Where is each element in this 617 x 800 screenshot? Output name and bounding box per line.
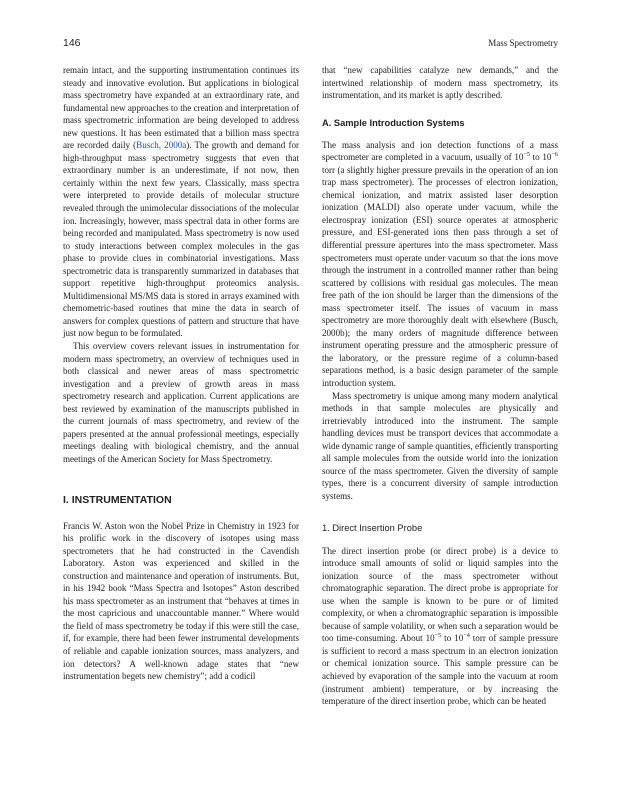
citation-link[interactable]: Busch, 2000a bbox=[136, 140, 187, 151]
paragraph: Mass spectrometry is unique among many modern analytical methods in that sample molecules are physically and irretrievably introduced into the instrument. The sample handling devices must be transport devices that accommodate a wide dynamic range of sample quantities, efficiently transporting all sample molecules from the outside world into the ionization source of the mass spectrometer. Given the diversity of sample types, there is a concurrent diversity of sample introduction systems. bbox=[322, 390, 558, 501]
paragraph: This overview covers relevant issues in instrumentation for modern mass spectrometry, an overview of techniques used in both classical and newer areas of mass spectrometric investigation and a preview of growth areas in mass spectrometry research and application. Current applications are best reviewed by examination of the manuscripts published in the current journals of mass spectrometry, and review of the papers presented at the annual professional meetings, especially meetings dealing with biological chemistry, and the annual meetings of the American Society for Mass Spectrometry. bbox=[63, 341, 299, 464]
subsubsection-heading: 1. Direct Insertion Probe bbox=[322, 522, 423, 533]
paragraph: The direct insertion probe (or direct probe) is a device to introduce small amounts of solid or liquid samples into the ionization source of the mass spectrometer without chromatographic separation. The direct probe is appropriate for use when the sample is known to be pure or of limited complexity, or when a chromatographic separation is impossible because of sample volatility, or when such a separation would be too time-consuming. About $10^{-5}$ to $10^{-4}$ torr of sample pressure is sufficient to record a mass spectrum in an electron ionization or chemical ionization source. This sample pressure can be achieved by evaporation of the sample into the vacuum at room (instrument ambient) temperature, or by increasing the temperature of the direct insertion probe, which can be heated bbox=[322, 545, 559, 707]
section-heading: I. INSTRUMENTATION bbox=[63, 493, 172, 506]
running-title: Mass Spectrometry bbox=[488, 38, 558, 48]
right-column bbox=[322, 64, 558, 708]
paragraph: The mass analysis and ion detection functions of a mass spectrometer are completed in a vacuum, usually of $10^{-5}$ to $10^{-6}$ torr (a slightly higher pressure prevails in the operation of an ion trap mass spectrometer). The processes of electron ionization, chemical ionization, and matrix assisted laser desorption ionization (MALDI) also operate under vacuum, while the electrospray ionization (ESI) source operates at atmospheric pressure, and ESI-generated ions then pass through a set of differential pressure apertures into the mass spectrometer. Mass spectrometers must operate under vacuum so that the ions move through the instrument in a controlled manner rather than being scattered by collisions with residual gas molecules. The mean free path of the ion should be larger than the dimensions of the mass spectrometer itself. The issues of vacuum in mass spectrometry are more thoroughly dealt with elsewhere (Busch, 2000b); the many orders of magnitude difference between instrument operating pressure and the atmospheric pressure of the laboratory, or the pressure regime of a column-based separations method, is a basic design parameter of the sample introduction system. bbox=[322, 139, 558, 389]
page-number: 146 bbox=[63, 37, 81, 49]
paragraph: Francis W. Aston won the Nobel Prize in Chemistry in 1923 for his prolific work in the discovery of isotopes using mass spectrometers that he had constructed in the Cavendish Laboratory. Aston was experienced and skilled in the construction and maintenance and operation of instruments. But, in his 1942 book “Mass Spectra and Isotopes” Aston described his mass spectrometer as an instrument that “behaves at times in the most capricious and unaccountable manner.” Where would the field of mass spectrometry be today if this were still the case, if, for example, there had been fewer instrumental developments of reliable and capable ionization sources, mass analyzers, and ion detectors? A well-known adage states that “new instrumentation begets new chemistry”; add a codicil bbox=[63, 520, 299, 682]
paragraph: that “new capabilities catalyze new demands,” and the intertwined relationship of modern mass spectrometry, its instrumentation, and its market is aptly described. bbox=[322, 65, 558, 101]
subsection-heading: A. Sample Introduction Systems bbox=[322, 117, 465, 128]
paragraph: remain intact, and the supporting instrumentation continues its steady and innovative evolution. But applications in biological mass spectrometry have expanded at an extraordinary rate, and fundamental new approaches to the creation and interpretation of mass spectrometric information are being developed to address new questions. It has been estimated that a billion mass spectra are recorded daily (Busch, 2000a). The growth and demand for high-throughput mass spectrometry suggests that even that extraordinary number is an underestimate, if not now, then certainly within the next few years. Classically, mass spectra were interpreted to provide details of molecular structure revealed through the unimolecular dissociations of the molecular ion. Increasingly, however, mass spectral data in other forms are being recorded and manipulated. Mass spectrometry is now used to study interactions between complex molecules in the gas phase to provide clues in combinatorial investigations. Mass spectrometric data is transparently summarized in databases that support repetitive high-throughput proteomics analysis. Multidimensional MS/MS data is stored in arrays examined with chemometric-based routines that mine the data in search of answers for complex questions of pattern and structure that have just now begun to be formulated. bbox=[63, 65, 299, 339]
left-column bbox=[63, 64, 299, 683]
page-header bbox=[63, 37, 558, 55]
